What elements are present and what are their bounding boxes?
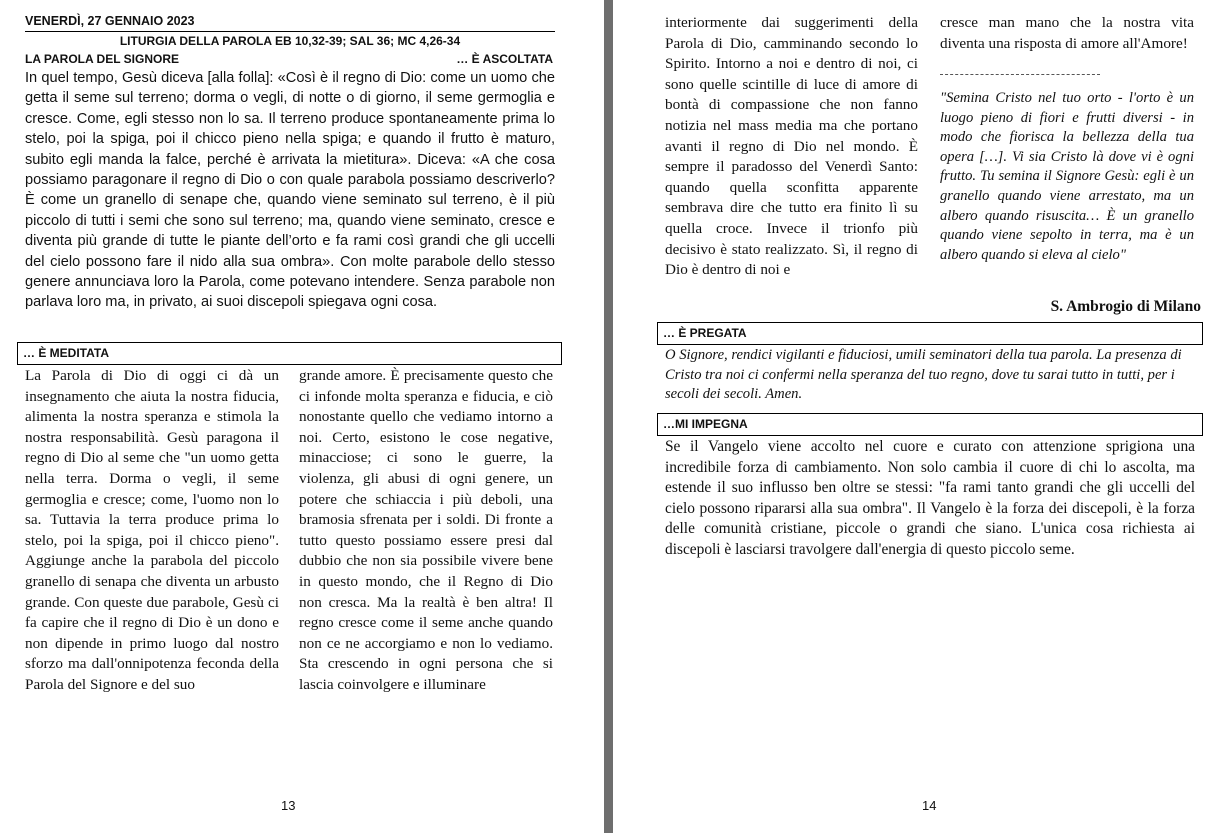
patristic-quote: "Semina Cristo nel tuo orto - l'orto è un luogo pieno di fiori e frutti diversi - in modo che fiorisca la bellezza della tua opera […]. Vi sia Cristo là dove vi è ogni frutto. Tu semina il Signore Gesù: egli è un granello quando viene arrestato, ma un albero quando risuscita… È un granello quando viene sepolto in terra, ma è un albero quando si eleva al cielo" — [940, 90, 1194, 263]
quote-separator — [940, 74, 1100, 75]
meditated-section-header — [17, 342, 562, 365]
right-page — [613, 0, 1223, 833]
meditation-column-3: interiormente dai suggerimenti della Parola di Dio, camminando secondo lo Spirito. Intorno a noi e dentro di noi, ci sono quelle scintille di luce di amore di bontà di compassione che non fanno notizia nel mass media ma che portano avanti il regno di Dio nel mondo. È sempre il paradosso del Venerdì Santo: quando quella sconfitta apparente sembrava dire che tutto era finito lì su quella croce. Invece il trionfo più decisivo è stato realizzato. Sì, il regno di Dio è dentro di noi e — [665, 14, 918, 279]
quote-author: S. Ambrogio di Milano — [1050, 298, 1201, 315]
commitment-section-header — [657, 413, 1203, 436]
prayed-header-label: … È PREGATA — [663, 326, 747, 340]
meditation-column-2: grande amore. È precisamente questo che ci infonde molta speranza e fiducia, e ciò nonostante quello che vediamo intorno a noi. Certo, esistono le cose negative, minacciose; ci sono le guerre, la violenza, gli abusi di ogni genere, un potere che schiaccia i più deboli, una bramosia sfrenata per i soldi. Di fronte a tutto questo possiamo essere presi dal dubbio che non sia possibile vivere bene in questo mondo, che il Regno di Dio non cresca. Ma la realtà è ben altra! Il regno cresce come il seme anche quando non ce ne accorgiamo e non lo vediamo. Sta crescendo in ogni persona che si lascia coinvolgere e illuminare — [299, 367, 553, 693]
meditation-column-4: cresce man mano che la nostra vita diventa una risposta di amore all'Amore! — [940, 14, 1194, 52]
listened-section-title: … È ASCOLTATA — [456, 52, 553, 66]
page-number-right: 14 — [922, 798, 937, 813]
commitment-text: Se il Vangelo viene accolto nel cuore e curato con attenzione sprigiona una incredibile forza di cambiamento. Non solo cambia il cuore di chi lo ascolta, ma estende il suo influsso ben oltre se stessi: "fa rami tanto grandi che gli uccelli del cielo possono ripararsi alla sua ombra". Il Vangelo è la forza dei discepoli, è la forza delle comunità cristiane, piccole o grandi che siano. L'unica cosa richiesta ai discepoli è lasciarsi travolgere dall'energia di questo piccolo seme. — [665, 438, 1195, 558]
prayed-section-header — [657, 322, 1203, 345]
prayer-text: O Signore, rendici vigilanti e fiduciosi, umili seminatori della tua parola. La presenza di Cristo tra noi ci confermi nella speranza del tuo regno, dove tu sarai tutto in tutti, per i secoli dei secoli. Amen. — [665, 347, 1182, 403]
word-section-title: LA PAROLA DEL SIGNORE — [25, 52, 180, 66]
page-number-left: 13 — [281, 798, 296, 813]
commitment-header-label: …MI IMPEGNA — [663, 417, 748, 431]
left-page — [0, 0, 604, 833]
meditated-header-label: … È MEDITATA — [23, 346, 109, 360]
liturgy-reference: LITURGIA DELLA PAROLA EB 10,32-39; SAL 36; MC 4,26-34 — [119, 34, 461, 48]
gospel-text: In quel tempo, Gesù diceva [alla folla]: «Così è il regno di Dio: come un uomo che getta il seme sul terreno; dorma o vegli, di notte o di giorno, il seme germoglia e cresce. Come, egli stesso non lo sa. Il terreno produce spontaneamente prima lo stelo, poi la spiga, poi il chicco pieno nella spiga; e quando il frutto è maturo, subito egli manda la falce, perché è arrivata la mietitura». Diceva: «A che cosa possiamo paragonare il regno di Dio o con quale parabola possiamo descriverlo? È come un granello di senape che, quando viene seminato sul terreno, è il più piccolo di tutti i semi che sono sul terreno; ma, quando viene seminato, cresce e diventa più grande di tutte le piante dell’orto e fa rami così grandi che gli uccelli del cielo possono fare il nido alla sua ombra». Con molte parabole dello stesso genere annunciava loro la Parola, come potevano intendere. Senza parabole non parlava loro ma, in privato, ai suoi discepoli spiegava ogni cosa. — [25, 70, 555, 311]
page-gutter — [604, 0, 613, 833]
date-heading: VENERDÌ, 27 GENNAIO 2023 — [25, 14, 195, 28]
meditation-column-1: La Parola di Dio di oggi ci dà un insegnamento che aiuta la nostra fiducia, alimenta la nostra speranza e stimola la nostra responsabilità. Gesù paragona il regno di Dio al seme che "un uomo getta nella terra. Dorma o vegli, il seme germoglia e cresce; come, l'uomo non lo sa. Tuttavia la terra produce prima lo stelo, poi la spiga, poi il chicco pieno". Aggiunge anche la parabola del piccolo granello di senapa che diventa un arbusto grande. Con queste due parabole, Gesù ci fa capire che il regno di Dio è un dono e non dipende in primo luogo dal nostro sforzo ma dall'onnipotenza feconda della Parola del Signore e del suo — [25, 367, 279, 693]
header-rule — [25, 31, 555, 32]
